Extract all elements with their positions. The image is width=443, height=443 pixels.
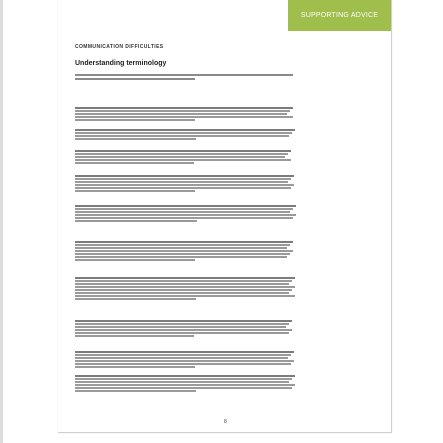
body-text-line	[75, 244, 290, 246]
section-label: COMMUNICATION DIFFICULTIES	[75, 44, 164, 50]
body-text-line	[75, 283, 289, 285]
body-text-line	[75, 298, 196, 300]
definition-entry	[75, 258, 295, 300]
body-text-line	[75, 375, 295, 377]
body-text-line	[75, 175, 294, 177]
document-page	[58, 0, 392, 433]
body-text-line	[75, 390, 196, 392]
body-text-line	[75, 253, 290, 255]
body-text-line	[75, 241, 293, 243]
body-text-line	[75, 351, 294, 353]
body-text-line	[75, 326, 286, 328]
body-text-line	[75, 214, 296, 216]
body-text-line	[75, 280, 292, 282]
body-text-line	[75, 211, 290, 213]
body-text-line	[75, 247, 287, 249]
supporting-advice-banner: SUPPORTING ADVICE	[288, 0, 391, 31]
body-text-line	[75, 250, 293, 252]
body-text-line	[75, 208, 293, 210]
body-text-line	[75, 178, 291, 180]
body-text-line	[75, 150, 291, 152]
body-text-line	[75, 286, 295, 288]
intro-text-line	[75, 74, 293, 76]
body-text-line	[75, 217, 293, 219]
body-text-line	[75, 320, 292, 322]
body-text-line	[75, 107, 293, 109]
body-text-line	[75, 378, 292, 380]
body-text-line	[75, 181, 288, 183]
body-text-line	[75, 323, 289, 325]
definition-entry	[75, 222, 295, 261]
body-text-line	[75, 384, 295, 386]
definition-entry	[75, 356, 295, 392]
body-text-line	[75, 277, 295, 279]
intro-text-line	[75, 78, 195, 80]
body-text-line	[75, 292, 289, 294]
body-text-line	[75, 295, 295, 297]
body-text-line	[75, 387, 292, 389]
page-number: 8	[224, 419, 227, 425]
body-text-line	[75, 381, 289, 383]
body-text-line	[75, 153, 288, 155]
body-text-line	[75, 289, 292, 291]
scan-edge	[0, 0, 3, 443]
body-text-line	[75, 205, 296, 207]
definition-entry	[75, 186, 295, 222]
body-text-line	[75, 329, 292, 331]
page-heading: Understanding terminology	[75, 60, 167, 67]
